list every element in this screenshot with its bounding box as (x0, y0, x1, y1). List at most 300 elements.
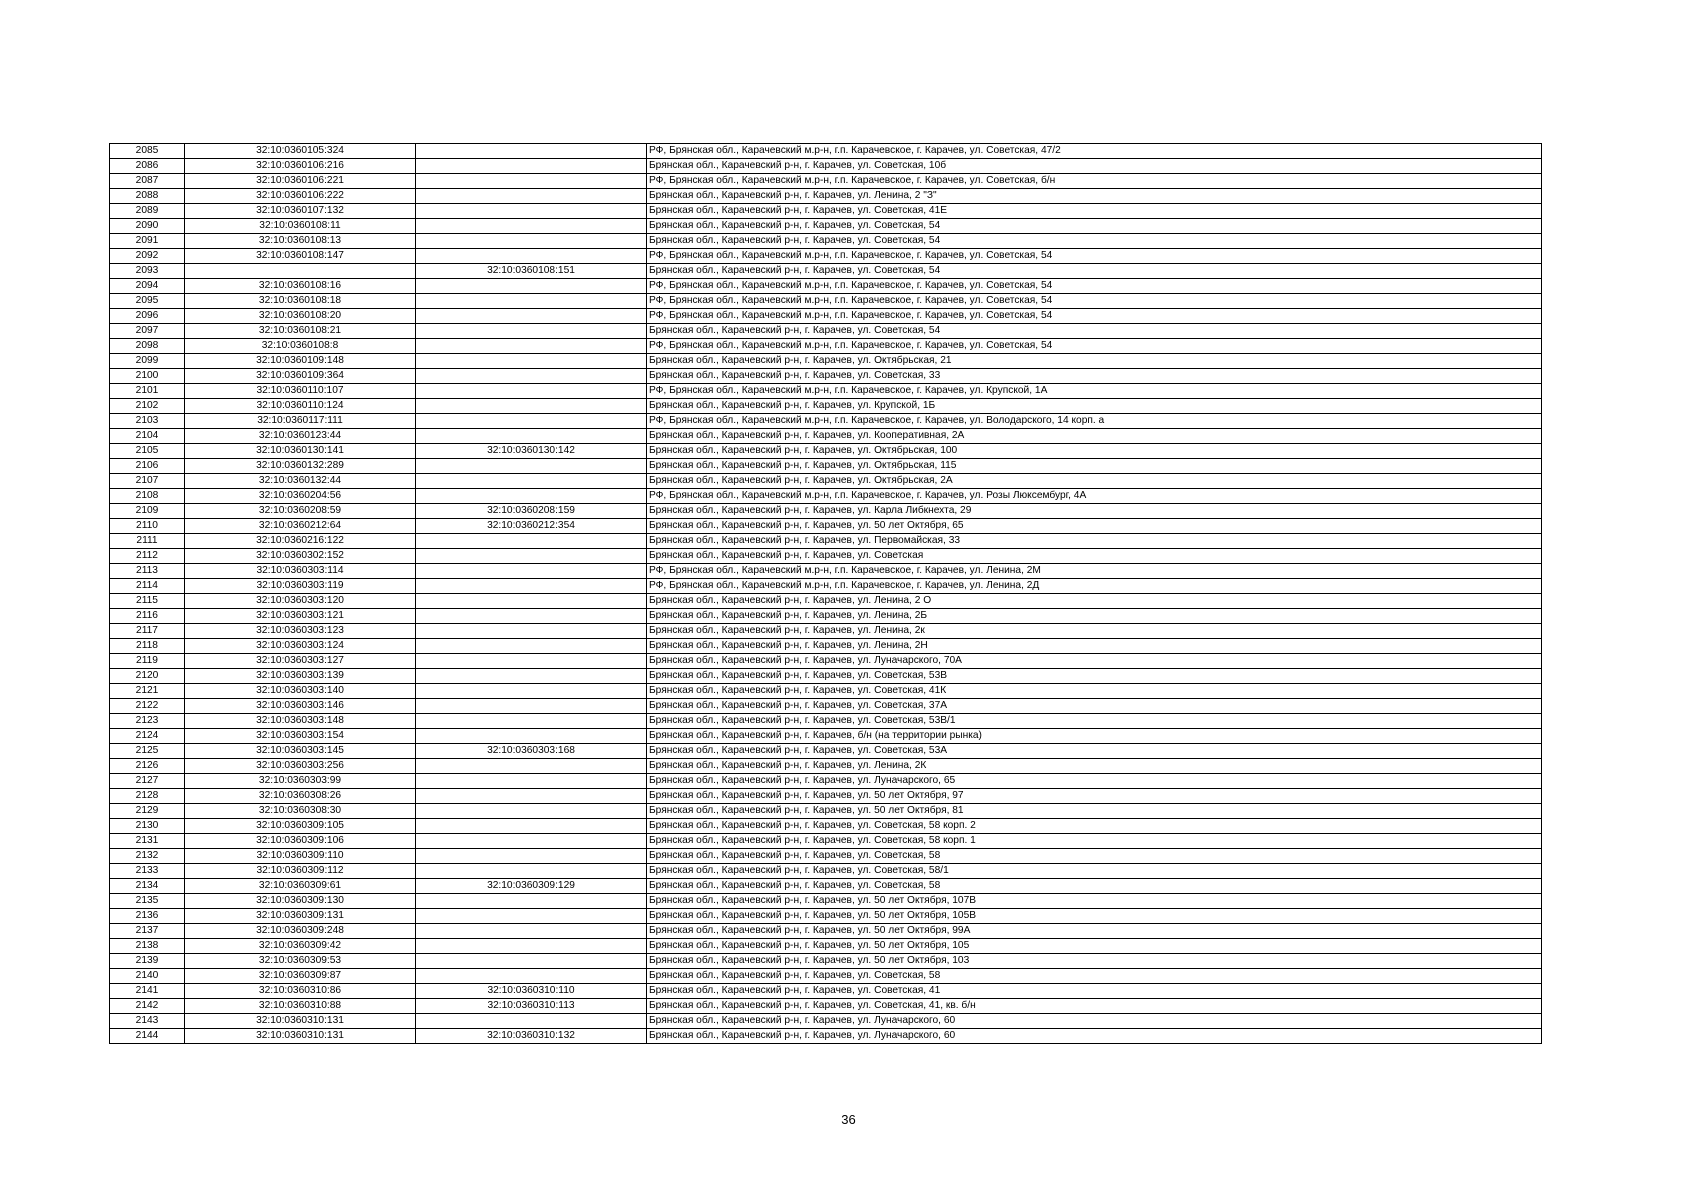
related-cadastral-number-cell: 32:10:0360130:142 (416, 444, 647, 459)
table-row (110, 234, 1542, 249)
cadastral-number-cell: 32:10:0360130:141 (185, 444, 416, 459)
address-cell: Брянская обл., Карачевский р-н, г. Карачев, ул. Советская, 54 (647, 264, 1542, 279)
related-cadastral-number-cell (416, 339, 647, 354)
table-row (110, 294, 1542, 309)
related-cadastral-number-cell (416, 774, 647, 789)
address-cell: Брянская обл., Карачевский р-н, г. Карачев, ул. Октябрьская, 115 (647, 459, 1542, 474)
address-cell: Брянская обл., Карачевский р-н, г. Карачев, ул. Луначарского, 70А (647, 654, 1542, 669)
cadastral-number-cell: 32:10:0360310:131 (185, 1029, 416, 1044)
related-cadastral-number-cell (416, 549, 647, 564)
table-row (110, 579, 1542, 594)
related-cadastral-number-cell (416, 924, 647, 939)
cadastral-number-cell: 32:10:0360108:147 (185, 249, 416, 264)
cadastral-number-cell: 32:10:0360108:16 (185, 279, 416, 294)
related-cadastral-number-cell (416, 189, 647, 204)
address-cell: Брянская обл., Карачевский р-н, г. Карачев, ул. Луначарского, 60 (647, 1029, 1542, 1044)
table-row (110, 159, 1542, 174)
address-cell: Брянская обл., Карачевский р-н, г. Карачев, ул. Советская, 54 (647, 219, 1542, 234)
table-row (110, 249, 1542, 264)
table-row (110, 654, 1542, 669)
cadastral-number-cell: 32:10:0360108:18 (185, 294, 416, 309)
table-row (110, 339, 1542, 354)
table-row (110, 474, 1542, 489)
related-cadastral-number-cell (416, 729, 647, 744)
table-row (110, 1014, 1542, 1029)
cadastral-number-cell: 32:10:0360309:130 (185, 894, 416, 909)
cadastral-number-cell: 32:10:0360123:44 (185, 429, 416, 444)
registry-table-body (110, 144, 1542, 1044)
cadastral-number-cell: 32:10:0360132:44 (185, 474, 416, 489)
row-number-cell: 2123 (110, 714, 185, 729)
related-cadastral-number-cell (416, 639, 647, 654)
address-cell: Брянская обл., Карачевский р-н, г. Карачев, ул. Ленина, 2Н (647, 639, 1542, 654)
address-cell: Брянская обл., Карачевский р-н, г. Карачев, ул. 50 лет Октября, 105В (647, 909, 1542, 924)
table-row (110, 744, 1542, 759)
related-cadastral-number-cell (416, 684, 647, 699)
row-number-cell: 2116 (110, 609, 185, 624)
related-cadastral-number-cell (416, 279, 647, 294)
table-row (110, 204, 1542, 219)
address-cell: Брянская обл., Карачевский р-н, г. Карачев, ул. Советская, 41К (647, 684, 1542, 699)
cadastral-number-cell: 32:10:0360310:86 (185, 984, 416, 999)
cadastral-number-cell: 32:10:0360204:56 (185, 489, 416, 504)
cadastral-number-cell: 32:10:0360303:121 (185, 609, 416, 624)
row-number-cell: 2091 (110, 234, 185, 249)
row-number-cell: 2095 (110, 294, 185, 309)
row-number-cell: 2124 (110, 729, 185, 744)
cadastral-number-cell: 32:10:0360208:59 (185, 504, 416, 519)
cadastral-number-cell: 32:10:0360303:154 (185, 729, 416, 744)
related-cadastral-number-cell (416, 759, 647, 774)
related-cadastral-number-cell (416, 909, 647, 924)
row-number-cell: 2140 (110, 969, 185, 984)
address-cell: Брянская обл., Карачевский р-н, г. Карачев, ул. Советская, 58 (647, 969, 1542, 984)
related-cadastral-number-cell (416, 714, 647, 729)
related-cadastral-number-cell (416, 294, 647, 309)
related-cadastral-number-cell (416, 789, 647, 804)
table-row (110, 594, 1542, 609)
cadastral-number-cell: 32:10:0360309:112 (185, 864, 416, 879)
table-row (110, 399, 1542, 414)
address-cell: Брянская обл., Карачевский р-н, г. Карачев, ул. Советская, 58 корп. 1 (647, 834, 1542, 849)
table-row (110, 984, 1542, 999)
table-row (110, 999, 1542, 1014)
row-number-cell: 2089 (110, 204, 185, 219)
page-number: 36 (841, 1112, 856, 1127)
table-row (110, 939, 1542, 954)
related-cadastral-number-cell (416, 459, 647, 474)
address-cell: РФ, Брянская обл., Карачевский м.р-н, г.п. Карачевское, г. Карачев, ул. Советская, 54 (647, 339, 1542, 354)
table-row (110, 369, 1542, 384)
row-number-cell: 2098 (110, 339, 185, 354)
row-number-cell: 2134 (110, 879, 185, 894)
cadastral-number-cell: 32:10:0360303:99 (185, 774, 416, 789)
address-cell: Брянская обл., Карачевский р-н, г. Карачев, ул. 50 лет Октября, 97 (647, 789, 1542, 804)
related-cadastral-number-cell (416, 1014, 647, 1029)
related-cadastral-number-cell (416, 219, 647, 234)
table-row (110, 909, 1542, 924)
table-row (110, 969, 1542, 984)
table-row (110, 324, 1542, 339)
cadastral-number-cell: 32:10:0360212:64 (185, 519, 416, 534)
cadastral-number-cell: 32:10:0360303:127 (185, 654, 416, 669)
cadastral-number-cell: 32:10:0360303:123 (185, 624, 416, 639)
related-cadastral-number-cell (416, 609, 647, 624)
related-cadastral-number-cell (416, 564, 647, 579)
table-row (110, 894, 1542, 909)
address-cell: Брянская обл., Карачевский р-н, г. Карачев, ул. 50 лет Октября, 105 (647, 939, 1542, 954)
cadastral-number-cell: 32:10:0360132:289 (185, 459, 416, 474)
row-number-cell: 2096 (110, 309, 185, 324)
address-cell: Брянская обл., Карачевский р-н, г. Карачев, ул. 50 лет Октября, 65 (647, 519, 1542, 534)
cadastral-number-cell: 32:10:0360108:21 (185, 324, 416, 339)
address-cell: РФ, Брянская обл., Карачевский м.р-н, г.п. Карачевское, г. Карачев, ул. Володарского, 14 корп. а (647, 414, 1542, 429)
cadastral-number-cell: 32:10:0360106:222 (185, 189, 416, 204)
address-cell: Брянская обл., Карачевский р-н, г. Карачев, ул. Советская, 53В/1 (647, 714, 1542, 729)
table-row (110, 534, 1542, 549)
related-cadastral-number-cell: 32:10:0360310:110 (416, 984, 647, 999)
row-number-cell: 2126 (110, 759, 185, 774)
cadastral-number-cell: 32:10:0360106:216 (185, 159, 416, 174)
related-cadastral-number-cell (416, 699, 647, 714)
cadastral-number-cell: 32:10:0360309:110 (185, 849, 416, 864)
related-cadastral-number-cell: 32:10:0360310:132 (416, 1029, 647, 1044)
address-cell: Брянская обл., Карачевский р-н, г. Карачев, ул. Первомайская, 33 (647, 534, 1542, 549)
related-cadastral-number-cell (416, 624, 647, 639)
related-cadastral-number-cell (416, 489, 647, 504)
address-cell: РФ, Брянская обл., Карачевский м.р-н, г.п. Карачевское, г. Карачев, ул. Розы Люксембург, 4А (647, 489, 1542, 504)
row-number-cell: 2115 (110, 594, 185, 609)
table-row (110, 564, 1542, 579)
row-number-cell: 2106 (110, 459, 185, 474)
address-cell: Брянская обл., Карачевский р-н, г. Карачев, ул. Советская, 41 (647, 984, 1542, 999)
related-cadastral-number-cell (416, 939, 647, 954)
table-row (110, 354, 1542, 369)
table-row (110, 414, 1542, 429)
row-number-cell: 2119 (110, 654, 185, 669)
row-number-cell: 2085 (110, 144, 185, 159)
address-cell: РФ, Брянская обл., Карачевский м.р-н, г.п. Карачевское, г. Карачев, ул. Ленина, 2М (647, 564, 1542, 579)
table-row (110, 624, 1542, 639)
cadastral-number-cell: 32:10:0360108:13 (185, 234, 416, 249)
related-cadastral-number-cell (416, 309, 647, 324)
table-row (110, 639, 1542, 654)
table-row (110, 789, 1542, 804)
related-cadastral-number-cell (416, 864, 647, 879)
related-cadastral-number-cell (416, 669, 647, 684)
table-row (110, 549, 1542, 564)
row-number-cell: 2143 (110, 1014, 185, 1029)
address-cell: Брянская обл., Карачевский р-н, г. Карачев, ул. Советская, 41Е (647, 204, 1542, 219)
related-cadastral-number-cell (416, 594, 647, 609)
row-number-cell: 2137 (110, 924, 185, 939)
address-cell: Брянская обл., Карачевский р-н, г. Карачев, ул. Ленина, 2к (647, 624, 1542, 639)
cadastral-number-cell: 32:10:0360309:105 (185, 819, 416, 834)
table-row (110, 174, 1542, 189)
address-cell: РФ, Брянская обл., Карачевский м.р-н, г.п. Карачевское, г. Карачев, ул. Ленина, 2Д (647, 579, 1542, 594)
row-number-cell: 2113 (110, 564, 185, 579)
related-cadastral-number-cell (416, 969, 647, 984)
related-cadastral-number-cell: 32:10:0360310:113 (416, 999, 647, 1014)
cadastral-number-cell: 32:10:0360309:61 (185, 879, 416, 894)
cadastral-number-cell: 32:10:0360308:30 (185, 804, 416, 819)
address-cell: Брянская обл., Карачевский р-н, г. Карачев, ул. Советская, 58/1 (647, 864, 1542, 879)
related-cadastral-number-cell (416, 849, 647, 864)
related-cadastral-number-cell (416, 429, 647, 444)
table-row (110, 804, 1542, 819)
address-cell: Брянская обл., Карачевский р-н, г. Карачев, ул. Ленина, 2Б (647, 609, 1542, 624)
address-cell: Брянская обл., Карачевский р-н, г. Карачев, ул. Советская (647, 549, 1542, 564)
table-row (110, 759, 1542, 774)
table-row (110, 264, 1542, 279)
row-number-cell: 2093 (110, 264, 185, 279)
table-row (110, 504, 1542, 519)
cadastral-number-cell: 32:10:0360303:148 (185, 714, 416, 729)
row-number-cell: 2103 (110, 414, 185, 429)
row-number-cell: 2097 (110, 324, 185, 339)
address-cell: Брянская обл., Карачевский р-н, г. Карачев, ул. 50 лет Октября, 107В (647, 894, 1542, 909)
cadastral-number-cell: 32:10:0360216:122 (185, 534, 416, 549)
cadastral-number-cell: 32:10:0360303:124 (185, 639, 416, 654)
row-number-cell: 2111 (110, 534, 185, 549)
table-row (110, 459, 1542, 474)
cadastral-number-cell: 32:10:0360309:248 (185, 924, 416, 939)
address-cell: Брянская обл., Карачевский р-н, г. Карачев, ул. Крупской, 1Б (647, 399, 1542, 414)
row-number-cell: 2142 (110, 999, 185, 1014)
cadastral-number-cell: 32:10:0360303:256 (185, 759, 416, 774)
related-cadastral-number-cell (416, 834, 647, 849)
row-number-cell: 2141 (110, 984, 185, 999)
row-number-cell: 2094 (110, 279, 185, 294)
address-cell: Брянская обл., Карачевский р-н, г. Карачев, ул. Советская, 54 (647, 324, 1542, 339)
table-row (110, 189, 1542, 204)
table-row (110, 219, 1542, 234)
row-number-cell: 2121 (110, 684, 185, 699)
row-number-cell: 2129 (110, 804, 185, 819)
table-row (110, 729, 1542, 744)
address-cell: РФ, Брянская обл., Карачевский м.р-н, г.п. Карачевское, г. Карачев, ул. Советская, б/н (647, 174, 1542, 189)
related-cadastral-number-cell (416, 804, 647, 819)
cadastral-number-cell: 32:10:0360310:131 (185, 1014, 416, 1029)
row-number-cell: 2127 (110, 774, 185, 789)
cadastral-number-cell: 32:10:0360309:42 (185, 939, 416, 954)
address-cell: Брянская обл., Карачевский р-н, г. Карачев, ул. Ленина, 2К (647, 759, 1542, 774)
related-cadastral-number-cell (416, 174, 647, 189)
related-cadastral-number-cell: 32:10:0360309:129 (416, 879, 647, 894)
row-number-cell: 2125 (110, 744, 185, 759)
table-row (110, 879, 1542, 894)
address-cell: Брянская обл., Карачевский р-н, г. Карачев, ул. Луначарского, 60 (647, 1014, 1542, 1029)
related-cadastral-number-cell: 32:10:0360108:151 (416, 264, 647, 279)
cadastral-number-cell: 32:10:0360303:119 (185, 579, 416, 594)
row-number-cell: 2105 (110, 444, 185, 459)
related-cadastral-number-cell: 32:10:0360212:354 (416, 519, 647, 534)
address-cell: Брянская обл., Карачевский р-н, г. Карачев, ул. Советская, 41, кв. б/н (647, 999, 1542, 1014)
cadastral-number-cell: 32:10:0360110:124 (185, 399, 416, 414)
table-row (110, 834, 1542, 849)
row-number-cell: 2092 (110, 249, 185, 264)
table-row (110, 864, 1542, 879)
cadastral-number-cell: 32:10:0360310:88 (185, 999, 416, 1014)
row-number-cell: 2088 (110, 189, 185, 204)
row-number-cell: 2131 (110, 834, 185, 849)
address-cell: Брянская обл., Карачевский р-н, г. Карачев, ул. Советская, 33 (647, 369, 1542, 384)
address-cell: Брянская обл., Карачевский р-н, г. Карачев, ул. Ленина, 2 "З" (647, 189, 1542, 204)
related-cadastral-number-cell (416, 579, 647, 594)
related-cadastral-number-cell (416, 144, 647, 159)
row-number-cell: 2128 (110, 789, 185, 804)
related-cadastral-number-cell (416, 954, 647, 969)
table-row (110, 429, 1542, 444)
address-cell: Брянская обл., Карачевский р-н, г. Карачев, ул. Советская, 54 (647, 234, 1542, 249)
table-row (110, 489, 1542, 504)
cadastral-number-cell: 32:10:0360105:324 (185, 144, 416, 159)
row-number-cell: 2108 (110, 489, 185, 504)
cadastral-number-cell: 32:10:0360309:53 (185, 954, 416, 969)
address-cell: Брянская обл., Карачевский р-н, г. Карачев, ул. Кооперативная, 2А (647, 429, 1542, 444)
address-cell: Брянская обл., Карачевский р-н, г. Карачев, ул. Октябрьская, 21 (647, 354, 1542, 369)
address-cell: РФ, Брянская обл., Карачевский м.р-н, г.п. Карачевское, г. Карачев, ул. Крупской, 1А (647, 384, 1542, 399)
row-number-cell: 2120 (110, 669, 185, 684)
row-number-cell: 2135 (110, 894, 185, 909)
address-cell: Брянская обл., Карачевский р-н, г. Карачев, б/н (на территории рынка) (647, 729, 1542, 744)
address-cell: РФ, Брянская обл., Карачевский м.р-н, г.п. Карачевское, г. Карачев, ул. Советская, 54 (647, 249, 1542, 264)
row-number-cell: 2117 (110, 624, 185, 639)
cadastral-number-cell: 32:10:0360117:111 (185, 414, 416, 429)
related-cadastral-number-cell (416, 894, 647, 909)
cadastral-number-cell: 32:10:0360106:221 (185, 174, 416, 189)
address-cell: Брянская обл., Карачевский р-н, г. Карачев, ул. Октябрьская, 2А (647, 474, 1542, 489)
row-number-cell: 2109 (110, 504, 185, 519)
row-number-cell: 2090 (110, 219, 185, 234)
table-row (110, 444, 1542, 459)
address-cell: Брянская обл., Карачевский р-н, г. Карачев, ул. Советская, 37А (647, 699, 1542, 714)
row-number-cell: 2118 (110, 639, 185, 654)
table-row (110, 384, 1542, 399)
address-cell: Брянская обл., Карачевский р-н, г. Карачев, ул. Советская, 10б (647, 159, 1542, 174)
address-cell: Брянская обл., Карачевский р-н, г. Карачев, ул. 50 лет Октября, 103 (647, 954, 1542, 969)
row-number-cell: 2139 (110, 954, 185, 969)
row-number-cell: 2099 (110, 354, 185, 369)
cadastral-number-cell: 32:10:0360110:107 (185, 384, 416, 399)
address-cell: РФ, Брянская обл., Карачевский м.р-н, г.п. Карачевское, г. Карачев, ул. Советская, 54 (647, 279, 1542, 294)
cadastral-number-cell: 32:10:0360309:87 (185, 969, 416, 984)
address-cell: Брянская обл., Карачевский р-н, г. Карачев, ул. Луначарского, 65 (647, 774, 1542, 789)
cadastral-number-cell: 32:10:0360303:139 (185, 669, 416, 684)
address-cell: Брянская обл., Карачевский р-н, г. Карачев, ул. Советская, 53В (647, 669, 1542, 684)
cadastral-number-cell: 32:10:0360303:145 (185, 744, 416, 759)
related-cadastral-number-cell (416, 204, 647, 219)
registry-table (109, 143, 1542, 1044)
related-cadastral-number-cell (416, 474, 647, 489)
cadastral-number-cell: 32:10:0360303:140 (185, 684, 416, 699)
row-number-cell: 2104 (110, 429, 185, 444)
address-cell: РФ, Брянская обл., Карачевский м.р-н, г.п. Карачевское, г. Карачев, ул. Советская, 54 (647, 309, 1542, 324)
address-cell: Брянская обл., Карачевский р-н, г. Карачев, ул. Октябрьская, 100 (647, 444, 1542, 459)
cadastral-number-cell: 32:10:0360303:146 (185, 699, 416, 714)
table-row (110, 609, 1542, 624)
table-row (110, 954, 1542, 969)
table-row (110, 699, 1542, 714)
table-row (110, 774, 1542, 789)
cadastral-number-cell: 32:10:0360309:106 (185, 834, 416, 849)
row-number-cell: 2144 (110, 1029, 185, 1044)
table-row (110, 144, 1542, 159)
cadastral-number-cell: 32:10:0360308:26 (185, 789, 416, 804)
row-number-cell: 2107 (110, 474, 185, 489)
cadastral-number-cell: 32:10:0360302:152 (185, 549, 416, 564)
address-cell: Брянская обл., Карачевский р-н, г. Карачев, ул. Советская, 53А (647, 744, 1542, 759)
related-cadastral-number-cell (416, 369, 647, 384)
row-number-cell: 2101 (110, 384, 185, 399)
cadastral-number-cell: 32:10:0360108:11 (185, 219, 416, 234)
related-cadastral-number-cell (416, 399, 647, 414)
address-cell: Брянская обл., Карачевский р-н, г. Карачев, ул. 50 лет Октября, 99А (647, 924, 1542, 939)
address-cell: Брянская обл., Карачевский р-н, г. Карачев, ул. Советская, 58 (647, 879, 1542, 894)
cadastral-number-cell: 32:10:0360309:131 (185, 909, 416, 924)
related-cadastral-number-cell (416, 654, 647, 669)
row-number-cell: 2112 (110, 549, 185, 564)
cadastral-number-cell: 32:10:0360107:132 (185, 204, 416, 219)
row-number-cell: 2130 (110, 819, 185, 834)
table-row (110, 279, 1542, 294)
cadastral-number-cell: 32:10:0360303:114 (185, 564, 416, 579)
cadastral-number-cell: 32:10:0360109:148 (185, 354, 416, 369)
related-cadastral-number-cell (416, 414, 647, 429)
row-number-cell: 2132 (110, 849, 185, 864)
related-cadastral-number-cell (416, 819, 647, 834)
table-row (110, 519, 1542, 534)
row-number-cell: 2102 (110, 399, 185, 414)
cadastral-number-cell: 32:10:0360108:8 (185, 339, 416, 354)
row-number-cell: 2114 (110, 579, 185, 594)
related-cadastral-number-cell (416, 234, 647, 249)
cadastral-number-cell (185, 264, 416, 279)
row-number-cell: 2086 (110, 159, 185, 174)
table-row (110, 924, 1542, 939)
related-cadastral-number-cell: 32:10:0360303:168 (416, 744, 647, 759)
cadastral-number-cell: 32:10:0360303:120 (185, 594, 416, 609)
table-row (110, 714, 1542, 729)
related-cadastral-number-cell (416, 534, 647, 549)
address-cell: РФ, Брянская обл., Карачевский м.р-н, г.п. Карачевское, г. Карачев, ул. Советская, 47/2 (647, 144, 1542, 159)
cadastral-number-cell: 32:10:0360108:20 (185, 309, 416, 324)
address-cell: Брянская обл., Карачевский р-н, г. Карачев, ул. 50 лет Октября, 81 (647, 804, 1542, 819)
address-cell: РФ, Брянская обл., Карачевский м.р-н, г.п. Карачевское, г. Карачев, ул. Советская, 54 (647, 294, 1542, 309)
related-cadastral-number-cell (416, 384, 647, 399)
related-cadastral-number-cell (416, 324, 647, 339)
row-number-cell: 2133 (110, 864, 185, 879)
row-number-cell: 2100 (110, 369, 185, 384)
row-number-cell: 2110 (110, 519, 185, 534)
address-cell: Брянская обл., Карачевский р-н, г. Карачев, ул. Советская, 58 корп. 2 (647, 819, 1542, 834)
table-row (110, 1029, 1542, 1044)
table-row (110, 684, 1542, 699)
related-cadastral-number-cell (416, 249, 647, 264)
row-number-cell: 2136 (110, 909, 185, 924)
cadastral-number-cell: 32:10:0360109:364 (185, 369, 416, 384)
row-number-cell: 2122 (110, 699, 185, 714)
related-cadastral-number-cell (416, 159, 647, 174)
related-cadastral-number-cell: 32:10:0360208:159 (416, 504, 647, 519)
table-row (110, 819, 1542, 834)
table-row (110, 309, 1542, 324)
address-cell: Брянская обл., Карачевский р-н, г. Карачев, ул. Советская, 58 (647, 849, 1542, 864)
row-number-cell: 2087 (110, 174, 185, 189)
row-number-cell: 2138 (110, 939, 185, 954)
table-row (110, 669, 1542, 684)
address-cell: Брянская обл., Карачевский р-н, г. Карачев, ул. Ленина, 2 О (647, 594, 1542, 609)
